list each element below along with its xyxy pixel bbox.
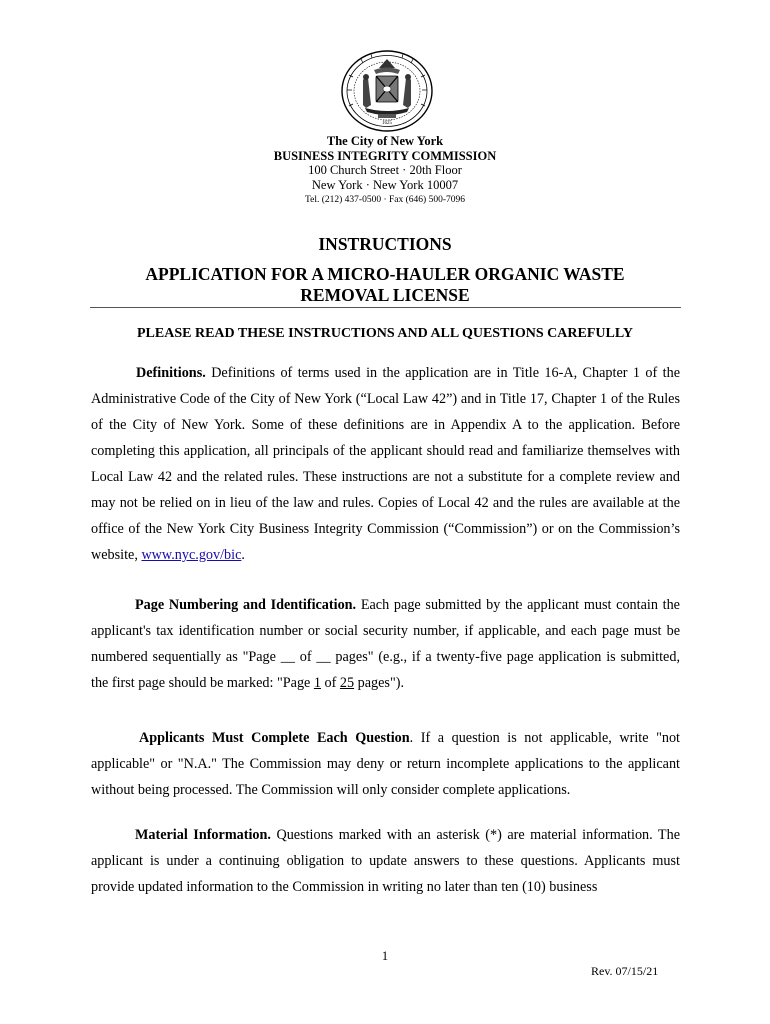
application-title-line-2: REMOVAL LICENSE — [300, 285, 470, 305]
page-number: 1 — [381, 949, 389, 963]
definitions-paragraph: Definitions. Definitions of terms used in the application are in Title 16-A, Chapter 1 of the Administrative Code of the City of New York (“Local Law 42”) and in Title 17, Chapter 1 of the Rules of the City of New York. Some of these definitions are in Appendix A to the application. Before completing this application, all principals of the applicant should read and familiarize themselves with Local Law 42 and the related rules. These instructions are not a substitute for a complete review and may not be relied on in lieu of the law and rules. Copies of Local 42 and the rules are available at the office of the New York City Business Integrity Commission (“Commission”) or on the Commission’s website, www.nyc.gov/bic. — [91, 365, 680, 563]
page-example: 1 — [313, 675, 321, 691]
page-title: INSTRUCTIONS — [318, 234, 452, 254]
pages-example: 25 — [339, 675, 355, 691]
material-info-body: Questions marked with an asterisk (*) are material information. The applicant is under a continuing obligation to update answers to these questions. Applicants must provide updated information to the Commission in writing no later than ten (10) business — [91, 827, 680, 895]
definitions-heading: Definitions. — [136, 365, 206, 381]
page-numbering-body: Each page submitted by the applicant must contain the applicant's tax identification number or social security number, if applicable, and each page must be numbered sequentially as "Page __ of __ pages" (e.g., if a twenty-five page application is submitted, the first page should be marked: "Page — [91, 597, 680, 691]
letterhead — [0, 134, 770, 208]
complete-each-body: . If a question is not applicable, write "not applicable" or "N.A." The Commission may deny or return incomplete applications to the applicant without being processed. The Commission will only consider complete applications. — [91, 730, 680, 798]
address-line-2: New York · New York 10007 — [311, 177, 459, 192]
city-seal-icon — [341, 50, 433, 132]
notice-heading: PLEASE READ THESE INSTRUCTIONS AND ALL QUESTIONS CAREFULLY — [137, 326, 633, 341]
page-numbering-paragraph: Page Numbering and Identification. Each page submitted by the applicant must contain the applicant's tax identification number or social security number, if applicable, and each page must be numbered sequentially as "Page __ of __ pages" (e.g., if a twenty-five page application is submitted, the first page should be marked: "Page 1 of 25 pages"). — [91, 597, 680, 691]
revision-date: Rev. 07/15/21 — [591, 964, 659, 978]
complete-each-paragraph — [91, 725, 680, 803]
definitions-body: Definitions of terms used in the application are in Title 16-A, Chapter 1 of the Administrative Code of the City of New York (“Local Law 42”) and in Title 17, Chapter 1 of the Rules of the City of New York. Some of these definitions are in Appendix A to the application. Before completing this application, all principals of the applicant should read and familiarize themselves with Local Law 42 and the related rules. These instructions are not a substitute for a complete review and may not be relied on in lieu of the law and rules. Copies of Local 42 and the rules are available at the office of the New York City Business Integrity Commission (“Commission”) or on the Commission’s website, — [91, 365, 680, 563]
application-title — [0, 264, 770, 306]
application-title-line-1: APPLICATION FOR A MICRO-HAULER ORGANIC WASTE — [145, 264, 625, 284]
title-divider — [90, 307, 681, 308]
svg-text:1625: 1625 — [382, 121, 392, 126]
page-numbering-heading: Page Numbering and Identification. — [135, 597, 357, 613]
material-info-heading: Material Information. — [135, 827, 271, 843]
commission-name: BUSINESS INTEGRITY COMMISSION — [273, 148, 497, 163]
complete-each-heading: Applicants Must Complete Each Question — [139, 730, 410, 746]
org-name: The City of New York — [326, 134, 444, 148]
bic-website-link[interactable]: www.nyc.gov/bic — [141, 547, 242, 563]
material-info-paragraph — [91, 822, 680, 900]
contact-numbers: Tel. (212) 437-0500 · Fax (646) 500-7096 — [304, 195, 465, 205]
address-line-1: 100 Church Street · 20th Floor — [308, 163, 462, 177]
